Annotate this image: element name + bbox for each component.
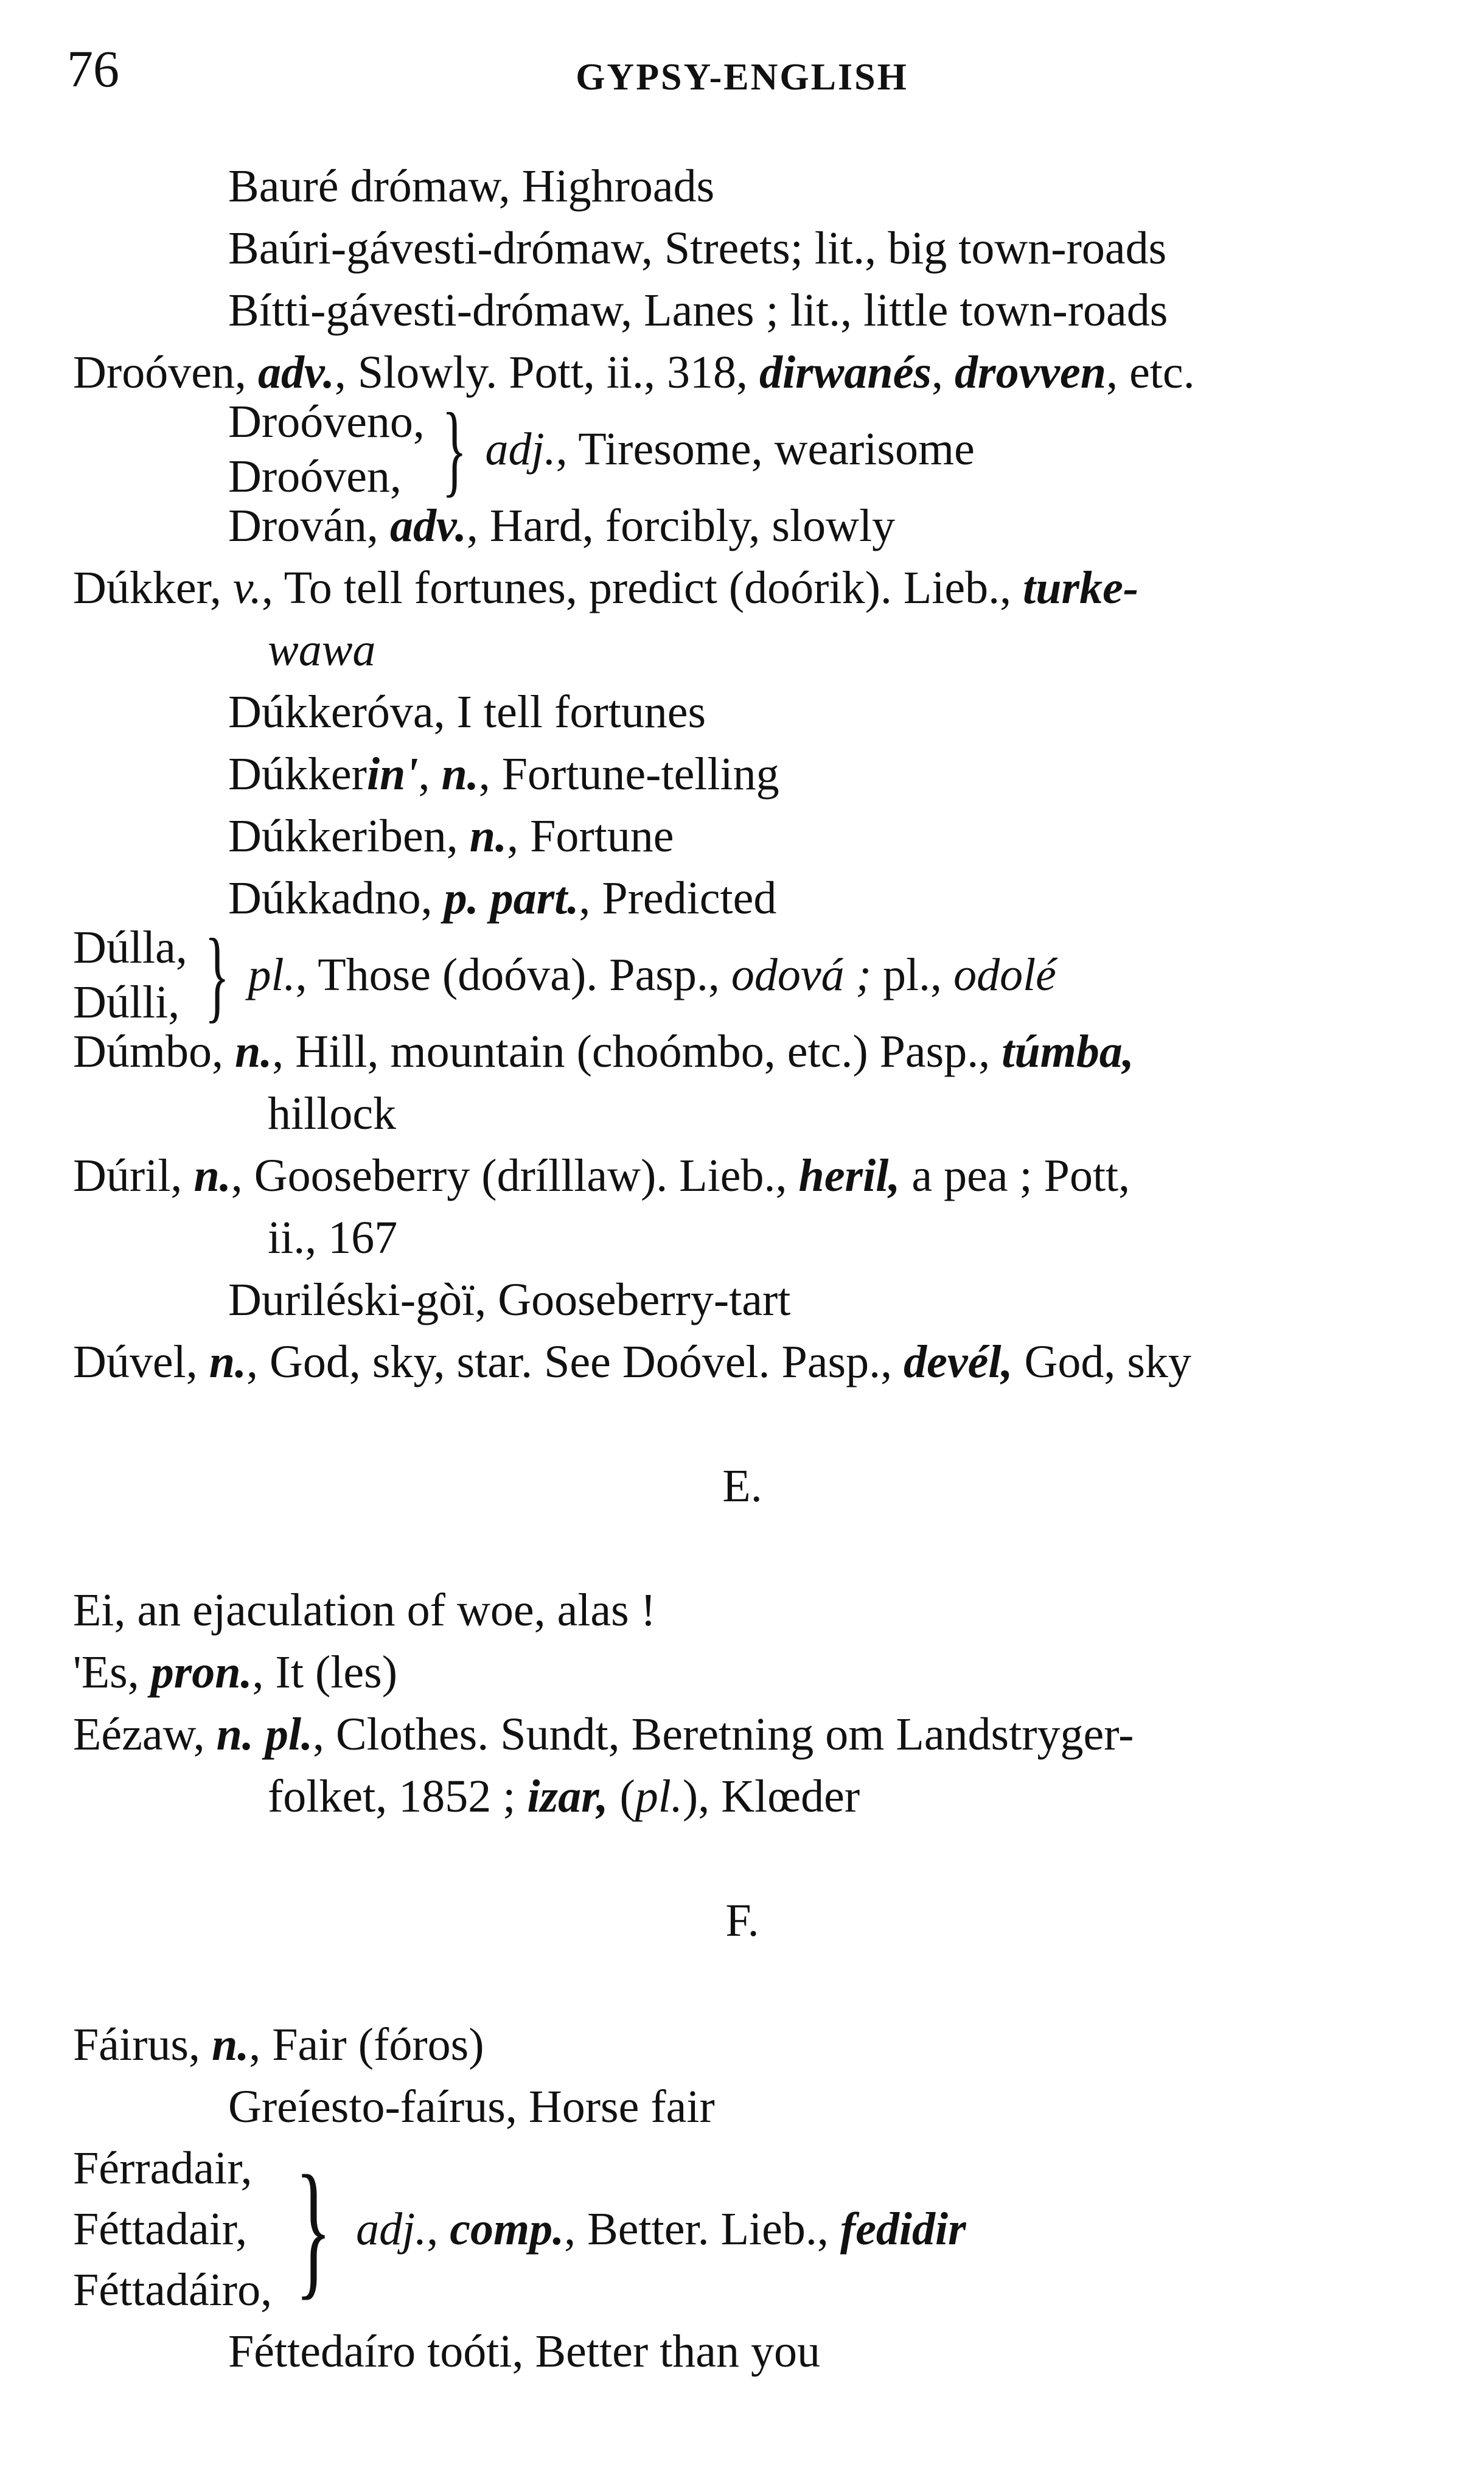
definition-tail: a pea ; Pott, [900,1150,1130,1201]
brace-icon: } [204,918,230,1032]
definition-text: pl., [871,949,954,1000]
entry-dumbo-cont: hillock [268,1088,397,1139]
headword: Dúlli, [73,977,180,1028]
part-of-speech: n. [193,1150,231,1201]
headword: Dúvel, [73,1336,209,1387]
entry-ei: Ei, an ejaculation of woe, alas ! [73,1585,657,1636]
entry-baure-dromaw: Bauré drómaw, Highroads [228,161,715,212]
part-of-speech: n. [235,1026,273,1077]
entry-drovan [73,495,1412,557]
part-of-speech: comp. [450,2204,565,2255]
headword: Droóven, [73,347,246,398]
part-of-speech: p. part. [444,873,579,924]
headword: Eézaw, [73,1709,217,1760]
entry-durileski: Duriléski-gòï, Gooseberry-tart [228,1274,791,1325]
headword: 'Es, [73,1647,151,1698]
headword: Dúkker [228,748,367,800]
part-of-speech: pron. [150,1647,253,1698]
definition: , Hard, forcibly, slowly [466,500,896,551]
citation: turke- [1023,562,1139,613]
definition-tail: , etc. [1106,347,1195,398]
entry-eezaw-cont [73,1765,1412,1827]
entry-dukker [73,557,1412,619]
entry-dukkerin [73,743,1412,805]
entry-dulla [73,918,1412,1032]
headword: Dúril, [73,1150,194,1201]
headword: Féttadáiro, [73,2264,273,2315]
definition: , Gooseberry (drílllaw). Lieb., [231,1150,799,1201]
citation: izar, [527,1771,608,1822]
entry-dumbo [73,1021,1412,1083]
part-of-speech: n. [469,811,507,862]
headword: Dúkker, [73,562,233,613]
entry-eezaw [73,1703,1412,1765]
part-of-speech: adj. [356,2204,427,2255]
page-header [0,38,1484,105]
part-of-speech: n. [209,1336,247,1387]
definition [486,418,975,480]
section-heading-e: E. [722,1460,762,1512]
definition: , God, sky, star. See Doóvel. Pasp., [246,1336,904,1387]
entry-duril-cont: ii., 167 [268,1212,398,1263]
part-of-speech: adv. [257,347,335,398]
part-of-speech: adv. [389,500,467,551]
citation: odolé [953,949,1056,1000]
part-of-speech: n. [441,748,479,800]
entry-greiesto: Greíesto-faírus, Horse fair [228,2081,715,2132]
entry-bauri-gavesti: Baúri-gávesti-drómaw, Streets; lit., big town-roads [228,223,1167,274]
definition: , Clothes. Sundt, Beretning om Landstryger- [312,1709,1134,1760]
section-heading-f: F. [725,1895,759,1946]
entry-dukkadno [73,867,1412,929]
headword: Droóveno, [228,396,425,447]
entry-dukker-cont [73,619,1412,681]
headword: Dúlla, [73,922,187,973]
separator: , [932,347,955,398]
citation: wawa [268,624,376,675]
headword: Dúkkeriben, [228,811,470,862]
definition-tail: God, sky [1012,1336,1191,1387]
part-of-speech: n. [212,2019,249,2070]
separator: , [418,748,442,800]
entry-dukkerova: Dúkkeróva, I tell fortunes [228,686,706,738]
definition: ), Klœder [682,1771,860,1822]
page-number: 76 [67,40,119,98]
definition: ( [608,1771,635,1822]
definition-text: , Those (doóva). Pasp., [295,949,731,1000]
entry-es [73,1641,1412,1703]
entry-fairus [73,2014,1412,2076]
entry-ferradair [73,2138,1412,2320]
headword: Drován, [228,500,390,551]
headword-group [73,2138,272,2320]
part-of-speech: n. pl. [216,1709,313,1760]
definition: , It (les) [252,1647,398,1698]
definition-text: , Better. Lieb., [564,2204,840,2255]
definition: , Fortune [507,811,674,862]
part-of-speech: pl. [635,1771,683,1822]
definition: , Predicted [579,873,777,924]
headword-group [73,920,187,1030]
separator: , [427,2204,450,2255]
headword: Dúkkadno, [228,873,444,924]
headword: Fáirus, [73,2019,212,2070]
definition [248,944,1056,1006]
citation: dirwanés [759,347,932,398]
citation: odová ; [731,949,871,1000]
definition: , Hill, mountain (choómbo, etc.) Pasp., [272,1026,1002,1077]
definition: , Fortune-telling [478,748,779,800]
headword: Férradair, [73,2143,253,2194]
headword: Féttadair, [73,2204,248,2255]
running-head: GYPSY-ENGLISH [576,57,908,98]
definition-text: , Tiresome, wearisome [556,424,975,475]
entry-drooven-adj [73,392,1412,506]
citation: fedidir [840,2204,966,2255]
brace-icon: } [442,392,467,506]
headword-suffix: in' [366,748,419,800]
definition [356,2198,966,2260]
definition: , Fair (fóros) [249,2019,484,2070]
part-of-speech: adj. [485,424,556,475]
entry-dukkeriben [73,805,1412,867]
part-of-speech: v. [232,562,262,613]
entry-bitti-gavesti: Bítti-gávesti-drómaw, Lanes ; lit., little town-roads [228,285,1168,336]
definition: , To tell fortunes, predict (doórik). Lieb., [261,562,1023,613]
citation: drovven [955,347,1107,398]
headword: Dúmbo, [73,1026,235,1077]
headword-group [228,394,425,504]
entry-duvel [73,1331,1412,1393]
part-of-speech: pl. [248,949,296,1000]
entry-fettedairo: Féttedaíro toóti, Better than you [228,2326,821,2377]
entry-duril [73,1145,1412,1207]
headword: Droóven, [228,451,402,502]
definition: , Slowly. Pott, ii., 318, [334,347,760,398]
citation: túmba, [1002,1026,1134,1077]
dictionary-body [73,155,1412,2382]
citation: heril, [798,1150,901,1201]
brace-icon: } [295,2144,332,2313]
citation: devél, [904,1336,1013,1387]
definition: folket, 1852 ; [268,1771,528,1822]
